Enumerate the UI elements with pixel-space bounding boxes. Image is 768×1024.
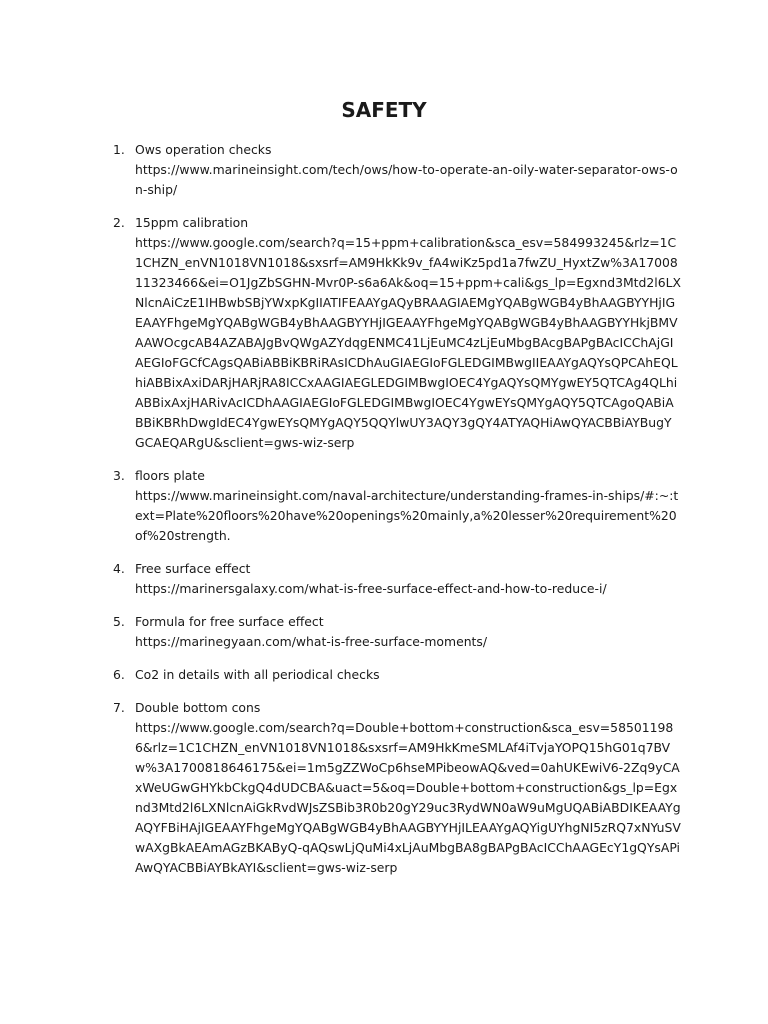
list-item-link[interactable]: https://marinersgalaxy.com/what-is-free-surface-effect-and-how-to-reduce-i/ (135, 581, 607, 596)
list-item-number: 6. (113, 667, 125, 682)
list-item (0, 698, 768, 878)
list-item-body (135, 213, 681, 453)
list-item-link[interactable]: https://marinegyaan.com/what-is-free-surface-moments/ (135, 634, 488, 649)
list-item (0, 559, 768, 599)
list-item (0, 665, 768, 685)
list-item-link[interactable]: https://www.google.com/search?q=15+ppm+calibration&sca_esv=584993245&rlz=1C1CHZN_enVN1018VN1018&sxsrf=AM9HkKk9v_fA4wiKz5pd1a7fwZU_HyxtZw%3A1700811323466&ei=O1JgZbSGHN-Mvr0P-s6a6Ak&oq=15+ppm+cali&gs_lp=Egxnd3Mtd2l6LXNlcnAiCzE1IHBwbSBjYWxpKgIIATIFEAAYgAQyBRAAGIAEMgYQABgWGB4yBhAAGBYYHjIGEAAYFhgeMgYQABgWGB4yBhAAGBYYHjIGEAAYFhgeMgYQABgWGB4yBhAAGBYYHkjBMVAAWOcgcAB4AZABAJgBvQWgAZYdqgENMC41LjEuMC4zLjEuMbgBAcgBAPgBAcICChAjGIAEGIoFGCfCAgsQABiABBiKBRiRAsICDhAuGIAEGIoFGLEDGIMBwgIIEAAYgAQYsQPCAhEQLhiABBixAxiDARjHARjRA8ICCxAAGIAEGLEDGIMBwgIOEC4YgAQYsQMYgwEY5QTCAg4QLhiABBixAxjHARivAcICDhAAGIAEGIoFGLEDGIMBwgIOEC4YgwEYsQMYgAQY5QTCAgoQABiABBiKBRhDwgIdEC4YgwEYsQMYgAQY5QQYlwUY3AQY3gQY4ATYAQHiAwQYACBBiAYBugYGCAEQARgU&sclient=gws-wiz-serp (135, 235, 681, 450)
list-item-body (135, 698, 681, 878)
list-item-body (135, 559, 681, 599)
list-item-label: Free surface effect (135, 561, 251, 576)
list-item (0, 140, 768, 200)
list-item-label: Co2 in details with all periodical checks (135, 667, 380, 682)
list-item-number: 2. (113, 215, 125, 230)
list-item-body (135, 140, 681, 200)
list-item-label: Formula for free surface effect (135, 614, 324, 629)
list-item-body (135, 612, 681, 652)
safety-topic-list (0, 140, 768, 891)
list-item (0, 466, 768, 546)
list-item-link[interactable]: https://www.marineinsight.com/naval-architecture/understanding-frames-in-ships/#:~:text=Plate%20floors%20have%20openings%20mainly,a%20lesser%20requirement%20of%20strength. (135, 488, 679, 543)
list-item-number: 5. (113, 614, 125, 629)
list-item-number: 4. (113, 561, 125, 576)
list-item-number: 1. (113, 142, 125, 157)
document-title: SAFETY (341, 98, 427, 122)
list-item-link[interactable]: https://www.marineinsight.com/tech/ows/how-to-operate-an-oily-water-separator-ows-on-ship/ (135, 162, 678, 197)
list-item-label: 15ppm calibration (135, 215, 249, 230)
list-item-label: floors plate (135, 468, 205, 483)
list-item-number: 3. (113, 468, 125, 483)
list-item-body (135, 665, 681, 685)
list-item-number: 7. (113, 700, 125, 715)
list-item-link[interactable]: https://www.google.com/search?q=Double+bottom+construction&sca_esv=585011986&rlz=1C1CHZN_enVN1018VN1018&sxsrf=AM9HkKmeSMLAf4iTvjaYOPQ15hG01q7BVw%3A1700818646175&ei=1m5gZZWoCp6hseMPibeowAQ&ved=0ahUKEwiV6-2Zq9yCAxWeUGwGHYkbCkgQ4dUDCBA&uact=5&oq=Double+bottom+construction&gs_lp=Egxnd3Mtd2l6LXNlcnAiGkRvdWJsZSBib3R0b20gY29uc3RydWN0aW9uMgUQABiABDIKEAAYgAQYFBiHAjIGEAAYFhgeMgYQABgWGB4yBhAAGBYYHjILEAAYgAQYigUYhgNI5zRQ7xNYuSVwAXgBkAEAmAGzBKAByQ-qAQswLjQuMi4xLjAuMbgBA8gBAPgBAcICChAAGEcY1gQYsAPiAwQYACBBiAYBkAYI&sclient=gws-wiz-serp (135, 720, 681, 875)
list-item (0, 612, 768, 652)
list-item-label: Double bottom cons (135, 700, 261, 715)
list-item (0, 213, 768, 453)
list-item-body (135, 466, 681, 546)
list-item-label: Ows operation checks (135, 142, 272, 157)
